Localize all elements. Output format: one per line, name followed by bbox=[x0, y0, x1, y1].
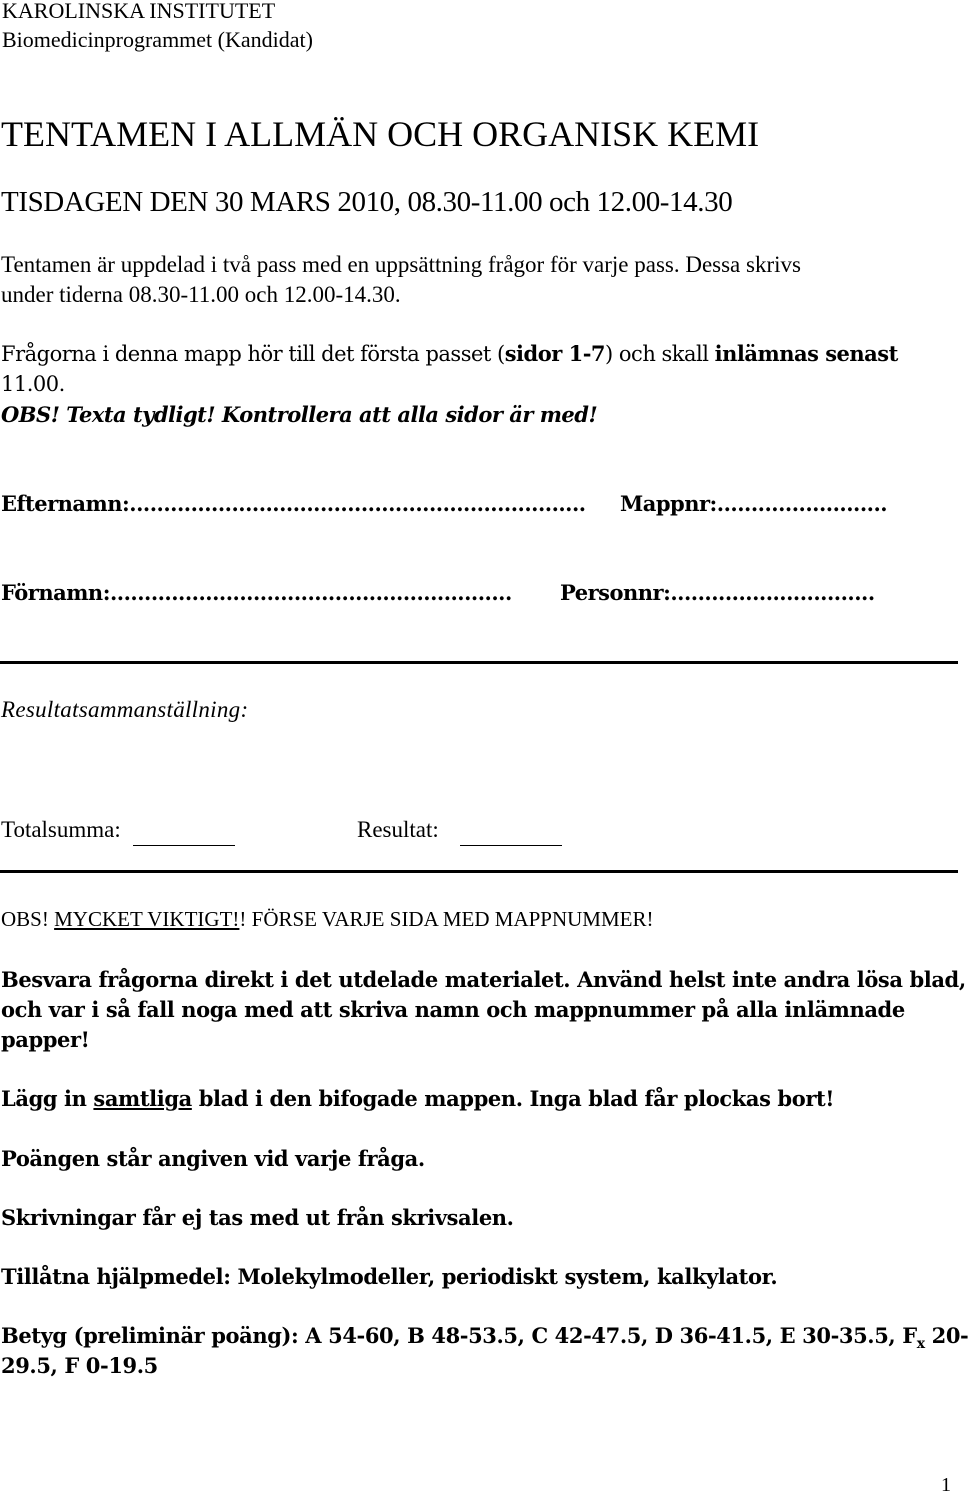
results-heading: Resultatsammanställning: bbox=[1, 697, 249, 722]
exam-date: TISDAGEN DEN 30 MARS 2010, 08.30-11.00 och 12.00-14.30 bbox=[1, 186, 733, 218]
grades-pre: Betyg (preliminär poäng): A 54-60, B 48-53.5, C 42-47.5, D 36-41.5, E 30-35.5, F bbox=[1, 1323, 917, 1348]
exam-title: TENTAMEN I ALLMÄN OCH ORGANISK KEMI bbox=[1, 114, 760, 154]
grade-limits bbox=[1, 1323, 968, 1352]
allowed-aids: Tillåtna hjälpmedel: Molekylmodeller, periodiskt system, kalkylator. bbox=[1, 1264, 778, 1289]
removal-note: Skrivningar får ej tas med ut från skrivsalen. bbox=[1, 1205, 514, 1230]
scope-pre: Frågorna i denna mapp hör till det första passet ( bbox=[1, 342, 505, 366]
answer-instruction-1: Besvara frågorna direkt i det utdelade materialet. Använd helst inte andra lösa blad, bbox=[1, 967, 966, 992]
important-notice bbox=[1, 907, 653, 932]
intro-line-1: Tentamen är uppdelad i två pass med en uppsättning frågor för varje pass. Dessa skrivs bbox=[1, 252, 801, 277]
place-pre: Lägg in bbox=[1, 1086, 87, 1111]
scope-deadline: inlämnas senast bbox=[714, 341, 898, 366]
folder-number-note: ! FÖRSE VARJE SIDA MED MAPPNUMMER! bbox=[239, 907, 654, 931]
grades-subscript: x bbox=[916, 1336, 925, 1353]
page-number: 1 bbox=[941, 1474, 951, 1496]
deadline-time: 11.00. bbox=[1, 372, 65, 396]
place-post: blad i den bifogade mappen. Inga blad får plockas bort! bbox=[198, 1086, 835, 1111]
divider-bottom bbox=[0, 870, 958, 873]
obs-write-clearly: OBS! Texta tydligt! Kontrollera att alla sidor är med! bbox=[1, 402, 598, 427]
answer-instruction-2: och var i så fall noga med att skriva namn och mappnummer på alla inlämnade bbox=[1, 997, 905, 1022]
institution-name: KAROLINSKA INSTITUTET bbox=[2, 0, 276, 23]
very-important-label: MYCKET VIKTIGT! bbox=[54, 907, 240, 931]
scope-pages: sidor 1-7 bbox=[504, 341, 606, 366]
divider-top bbox=[0, 661, 958, 664]
result-blank[interactable] bbox=[460, 845, 562, 846]
result-label: Resultat: bbox=[357, 817, 439, 842]
grade-limits-line-2: 29.5, F 0-19.5 bbox=[1, 1353, 158, 1378]
personal-number-field[interactable]: Personnr:.............................. bbox=[560, 580, 875, 605]
firstname-field[interactable]: Förnamn:........................................................... bbox=[1, 580, 512, 605]
scope-mid: ) och skall bbox=[605, 342, 715, 366]
points-note: Poängen står angiven vid varje fråga. bbox=[1, 1146, 425, 1171]
answer-instruction-3: papper! bbox=[1, 1027, 90, 1052]
total-label: Totalsumma: bbox=[1, 817, 121, 842]
obs-label: OBS! bbox=[1, 907, 49, 931]
surname-field[interactable]: Efternamn:................................................................... bbox=[1, 491, 586, 516]
folder-number-field[interactable]: Mappnr:......................... bbox=[620, 491, 888, 516]
intro-line-2: under tiderna 08.30-11.00 och 12.00-14.30. bbox=[1, 282, 401, 307]
place-underlined: samtliga bbox=[93, 1086, 192, 1111]
total-blank[interactable] bbox=[133, 845, 235, 846]
grades-post: 20- bbox=[924, 1323, 968, 1348]
program-name: Biomedicinprogrammet (Kandidat) bbox=[2, 27, 313, 52]
folder-scope-text bbox=[1, 341, 898, 366]
folder-instruction bbox=[1, 1086, 834, 1111]
